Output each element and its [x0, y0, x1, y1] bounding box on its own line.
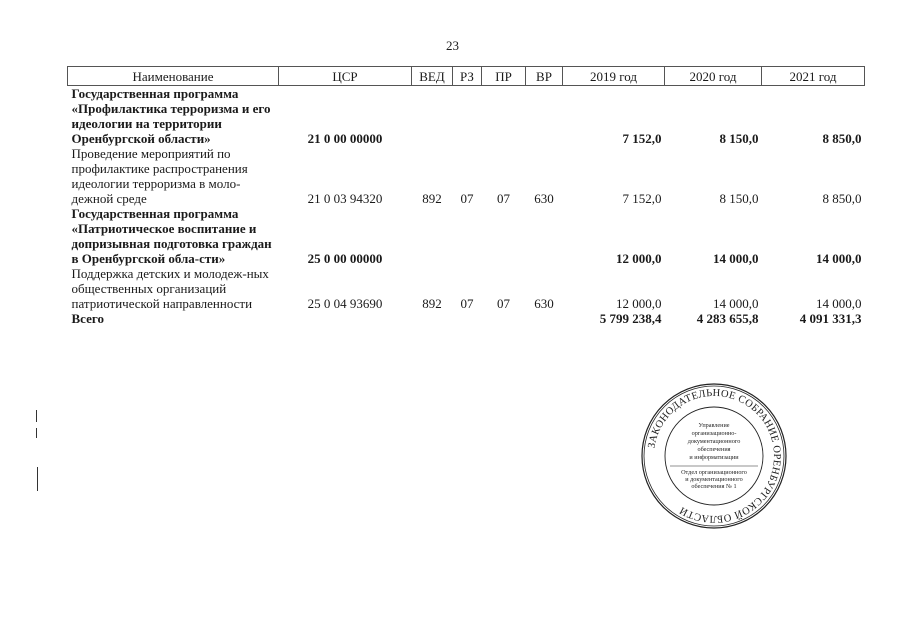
- row-2020: 14 000,0: [713, 296, 759, 311]
- row-vr: [526, 86, 563, 147]
- table-row: [68, 86, 865, 147]
- row-2020: 8 150,0: [719, 191, 759, 206]
- row-ved: [412, 311, 453, 326]
- row-vr: [526, 206, 563, 266]
- table-row: [68, 266, 865, 311]
- table-header-row: [68, 67, 865, 86]
- row-name: Государственная программа «Патриотическое воспитание и допризывная подготовка граждан в Оренбургской обла-сти»: [71, 206, 272, 266]
- row-ved: [412, 86, 453, 147]
- row-vr: [526, 311, 563, 326]
- row-name: Поддержка детских и молодеж-ных общественных организаций патриотической направленности: [71, 266, 269, 311]
- row-pr: [482, 311, 526, 326]
- official-stamp: [640, 382, 788, 530]
- row-csr: 21 0 00 00000: [307, 131, 383, 146]
- row-pr: 07: [497, 296, 510, 311]
- stamp-line: и документационного: [685, 476, 743, 483]
- stamp-line: документационного: [687, 438, 741, 445]
- scan-margin-mark: [37, 467, 38, 491]
- row-rz: 07: [460, 296, 474, 311]
- row-rz: [453, 311, 482, 326]
- stamp-line: и информатизации: [689, 454, 739, 461]
- table-total-row: [68, 311, 865, 326]
- row-pr: 07: [497, 191, 510, 206]
- row-2021: 14 000,0: [816, 296, 862, 311]
- scan-margin-mark: [36, 428, 37, 438]
- stamp-line: Управление: [698, 422, 730, 429]
- row-rz: [453, 206, 482, 266]
- stamp-line: обеспечения № 1: [691, 483, 737, 490]
- row-ved: 892: [422, 296, 442, 311]
- row-2020: 8 150,0: [719, 131, 759, 146]
- row-pr: [482, 86, 526, 147]
- header-2021: 2021 год: [762, 67, 865, 86]
- row-name: Проведение мероприятий по профилактике распространения идеологии терроризма в моло-дежной среде: [71, 146, 248, 206]
- total-2020: 4 283 655,8: [696, 311, 759, 326]
- header-2019: 2019 год: [563, 67, 665, 86]
- row-ved: 892: [422, 191, 442, 206]
- budget-table: [67, 66, 865, 326]
- row-2021: 14 000,0: [816, 251, 862, 266]
- header-2020: 2020 год: [665, 67, 762, 86]
- row-2019: 7 152,0: [622, 131, 662, 146]
- row-csr: 21 0 03 94320: [307, 191, 383, 206]
- total-2021: 4 091 331,3: [799, 311, 862, 326]
- header-csr: ЦСР: [279, 67, 412, 86]
- header-vr: ВР: [526, 67, 563, 86]
- header-rz: РЗ: [453, 67, 482, 86]
- row-rz: [453, 86, 482, 147]
- row-pr: [482, 206, 526, 266]
- page-number: 23: [446, 38, 459, 53]
- table-row: [68, 146, 865, 206]
- total-label: Всего: [71, 311, 104, 326]
- row-csr: 25 0 04 93690: [307, 296, 383, 311]
- row-2021: 8 850,0: [822, 191, 862, 206]
- table-row: [68, 206, 865, 266]
- row-ved: [412, 206, 453, 266]
- header-ved: ВЕД: [412, 67, 453, 86]
- header-name: Наименование: [68, 67, 279, 86]
- scan-margin-mark: [36, 410, 37, 422]
- row-2019: 7 152,0: [622, 191, 662, 206]
- row-2020: 14 000,0: [713, 251, 759, 266]
- row-2019: 12 000,0: [616, 296, 662, 311]
- header-pr: ПР: [482, 67, 526, 86]
- row-2019: 12 000,0: [616, 251, 662, 266]
- row-2021: 8 850,0: [822, 131, 862, 146]
- row-rz: 07: [460, 191, 474, 206]
- stamp-line: организационно-: [691, 430, 737, 437]
- row-name: Государственная программа «Профилактика терроризма и его идеологии на территории Оренбургской области»: [71, 86, 271, 146]
- total-2019: 5 799 238,4: [599, 311, 662, 326]
- stamp-line: Отдел организационного: [681, 469, 747, 476]
- stamp-line: обеспечения: [697, 446, 731, 453]
- row-csr: 25 0 00 00000: [307, 251, 383, 266]
- row-vr: 630: [534, 191, 554, 206]
- row-csr: [279, 311, 412, 326]
- row-vr: 630: [534, 296, 554, 311]
- stamp-outer-text: ЗАКОНОДАТЕЛЬНОЕ СОБРАНИЕ ОРЕНБУРГСКОЙ ОБЛАСТИ: [646, 387, 783, 525]
